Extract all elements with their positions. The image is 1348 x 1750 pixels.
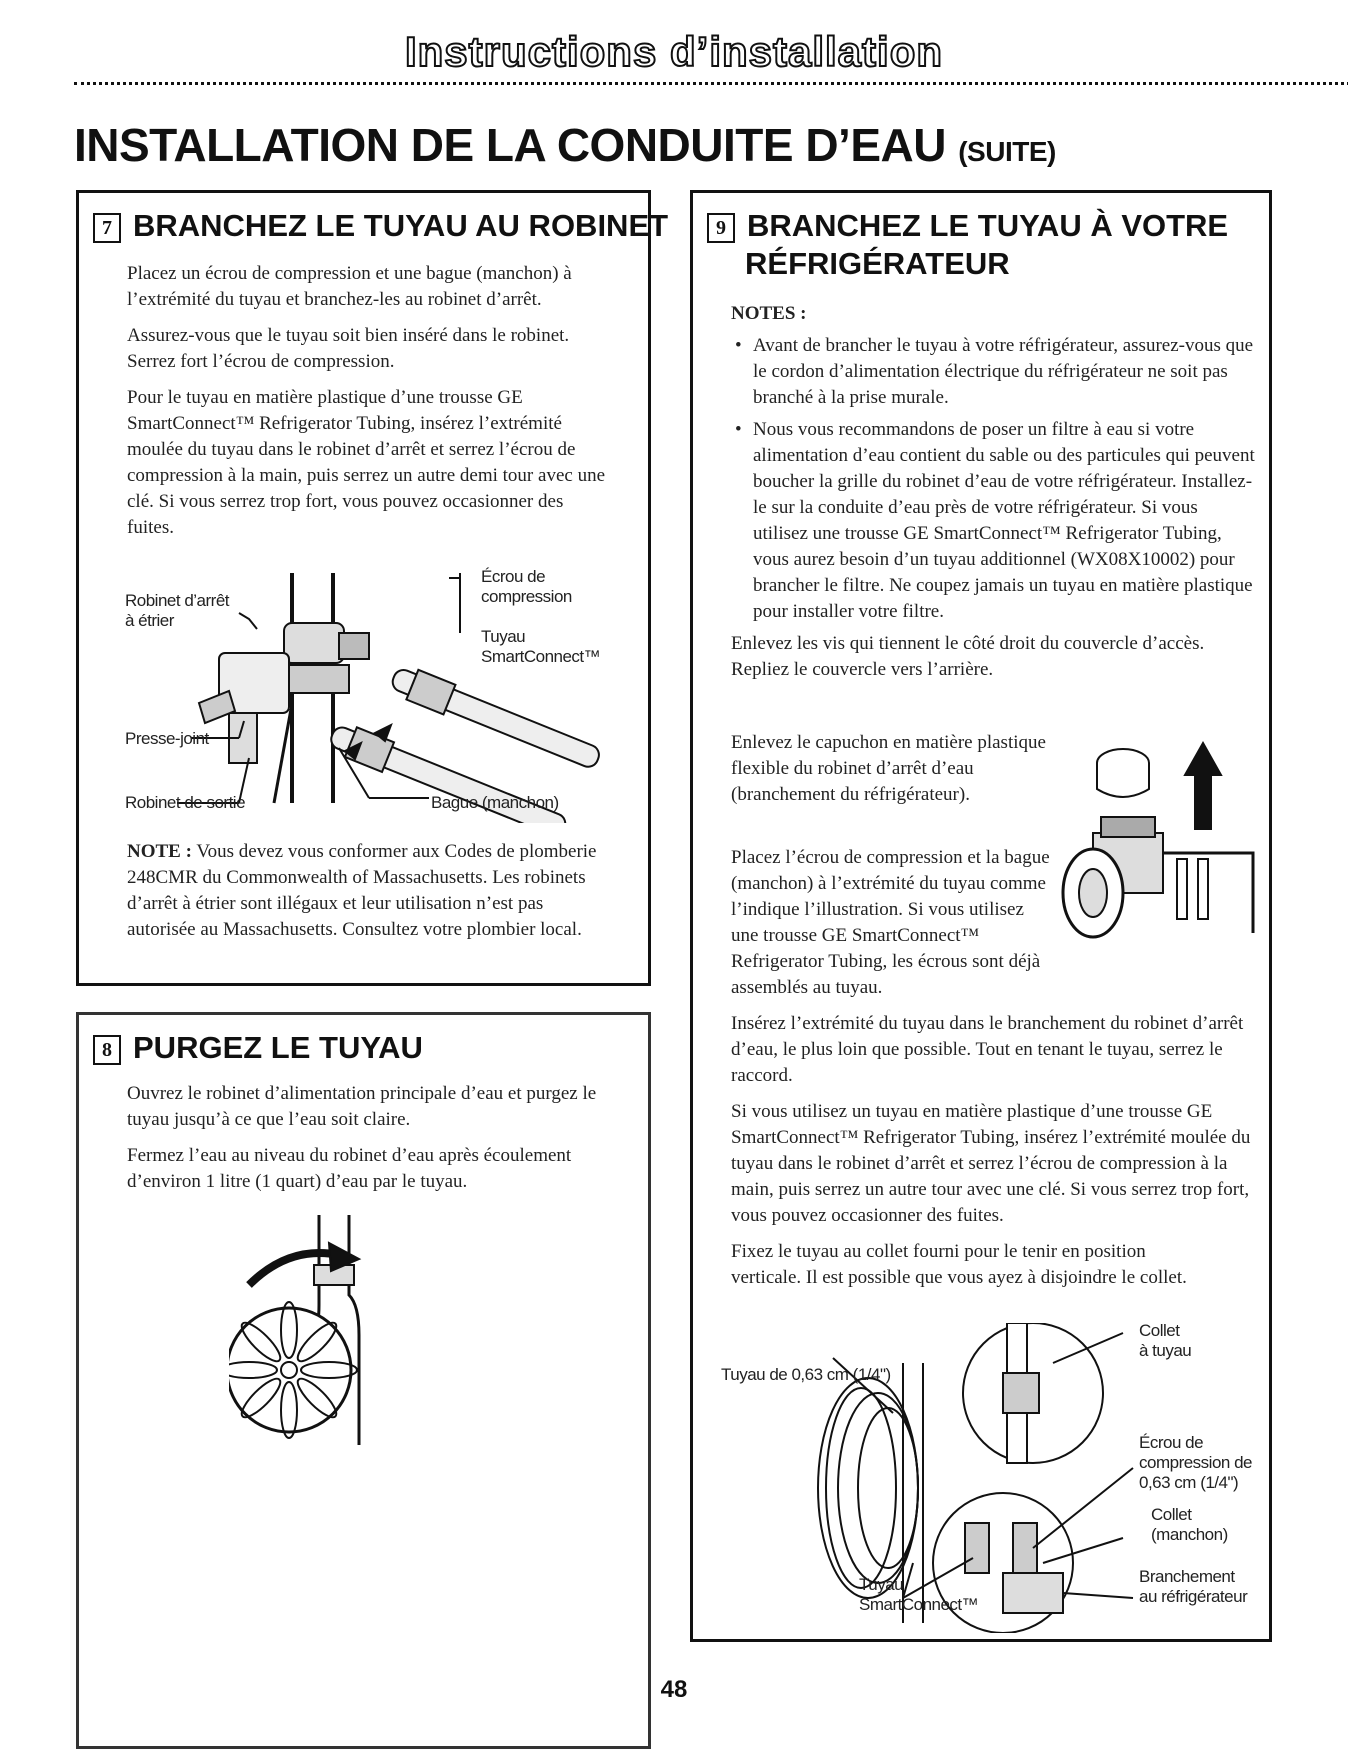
label-ecrou-compression: Écrou de compression de 0,63 cm (1/4"): [1139, 1433, 1253, 1492]
header-rule: [74, 82, 1348, 88]
step-7-number: 7: [93, 213, 121, 243]
step-8-number: 8: [93, 1035, 121, 1065]
step-9-paragraph: Fixez le tuyau au collet fourni pour le tenir en position verticale. Il est possible que vous ayez à disjoindre le collet.: [731, 1241, 1187, 1288]
step-8-paragraph: Ouvrez le robinet d’alimentation principale d’eau et purgez le tuyau jusqu’à ce que l’eau soit claire.: [127, 1083, 597, 1130]
page-header-title: Instructions d’installation: [404, 28, 944, 75]
label-tuyau-063: Tuyau de 0,63 cm (1/4"): [721, 1365, 891, 1384]
page-title: [74, 118, 1056, 172]
label-robinet-arret: Robinet d’arrêt à étrier: [125, 591, 230, 630]
notes-list: [731, 333, 1256, 625]
label-presse-joint: Presse-joint: [125, 729, 209, 748]
step-8-title: PURGEZ LE TUYAU: [133, 1030, 423, 1065]
page-number: 48: [660, 1676, 688, 1703]
label-robinet-sortie: Robinet de sortie: [125, 793, 246, 812]
step-8-paragraph: Fermez l’eau au niveau du robinet d’eau après écoulement d’environ 1 litre (1 quart) d’eau par le tuyau.: [127, 1145, 572, 1192]
step-8-heading: [93, 1029, 423, 1067]
step-9-title-line2: RÉFRIGÉRATEUR: [745, 246, 1010, 281]
step-9-body-middle: [731, 730, 1046, 818]
step-8-box: [76, 1012, 651, 1749]
label-collet-tuyau: Collet à tuyau: [1139, 1321, 1192, 1360]
label-collet-manchon: Collet (manchon): [1151, 1505, 1228, 1544]
step-9-body-top: [731, 301, 1256, 693]
label-branchement: Branchement au réfrigérateur: [1139, 1567, 1248, 1606]
label-bague: Bague (manchon): [431, 793, 559, 812]
step-9-box: [690, 190, 1272, 1642]
step-7-title: BRANCHEZ LE TUYAU AU ROBINET: [133, 208, 669, 243]
valve-knob-illustration: [229, 1205, 489, 1465]
step-9-paragraph: Placez l’écrou de compression et la bague (manchon) à l’extrémité du tuyau comme l’indique l’illustration. Si vous utilisez une trousse GE SmartConnect™ Refrigerator Tubing, les écrous sont déjà assemblés au tuyau.: [731, 847, 1050, 998]
label-tuyau-smartconnect: Tuyau SmartConnect™: [481, 627, 601, 666]
note-label: NOTE :: [127, 841, 192, 862]
step-9-title-line1: BRANCHEZ LE TUYAU À VOTRE: [747, 208, 1229, 243]
note-item: • Avant de brancher le tuyau à votre réfrigérateur, assurez-vous que le cordon d’alimentation électrique du réfrigérateur ne soit pas branché à la prise murale.: [731, 333, 1256, 411]
step-9-number: 9: [707, 213, 735, 243]
page-title-text: INSTALLATION DE LA CONDUITE D’EAU: [74, 119, 946, 171]
step-7-paragraph: Assurez-vous que le tuyau soit bien inséré dans le robinet. Serrez fort l’écrou de compression.: [127, 325, 570, 372]
step-7-note: [127, 839, 607, 943]
note-text: Vous devez vous conformer aux Codes de plomberie 248CMR du Commonwealth of Massachusetts. Les robinets d’arrêt à étrier sont illégaux et leur utilisation n’est pas autorisée au Massachusetts. Consultez votre plombier local.: [127, 841, 597, 940]
step-9-paragraph: Insérez l’extrémité du tuyau dans le branchement du robinet d’arrêt d’eau, le plus loin que possible. Tout en tenant le tuyau, serrez le raccord.: [731, 1013, 1244, 1086]
step-9-paragraph: Enlevez les vis qui tiennent le côté droit du couvercle d’accès. Repliez le couvercle vers l’arrière.: [731, 633, 1205, 680]
step-7-box: [76, 190, 669, 986]
notes-label: NOTES :: [731, 303, 807, 324]
label-ecrou: Écrou de compression: [481, 567, 572, 606]
step-7-paragraph: Placez un écrou de compression et une bague (manchon) à l’extrémité du tuyau et branchez-les au robinet d’arrêt.: [127, 263, 572, 310]
note-item: • Nous vous recommandons de poser un filtre à eau si votre alimentation d’eau contient du sable ou des particules qui peuvent boucher la grille du robinet d’eau de votre réfrigérateur. Installez-le sur la conduite d’eau près de votre réfrigérateur. Si vous utilisez une trousse GE SmartConnect™ Refrigerator Tubing, vous aurez besoin d’un tuyau additionnel (WX08X10002) pour brancher le filtre. Ne coupez jamais un tuyau en matière plastique pour installer votre filtre.: [731, 417, 1256, 625]
step-8-body: [127, 1081, 607, 1205]
step-7-paragraph: Pour le tuyau en matière plastique d’une trousse GE SmartConnect™ Refrigerator Tubing, insérez l’extrémité moulée du tuyau dans le robinet d’arrêt et serrez l’écrou de compression à la main, puis serrez un autre demi tour avec une clé. Si vous serrez trop fort, vous pouvez occasionner des fuites.: [127, 387, 605, 538]
step-9-paragraph: Enlevez le capuchon en matière plastique flexible du robinet d’arrêt d’eau (branchement du réfrigérateur).: [731, 732, 1046, 805]
step-9-heading: [707, 207, 1228, 245]
page-title-suffix: (SUITE): [958, 136, 1056, 167]
step-7-heading: [93, 207, 668, 245]
step-7-body: [127, 261, 607, 551]
water-valve-cap-illustration: [1053, 733, 1268, 953]
step-9-paragraph: Si vous utilisez un tuyau en matière plastique d’une trousse GE SmartConnect™ Refrigerator Tubing, insérez l’extrémité moulée du tuyau dans le robinet d’arrêt et serrez l’écrou de compression à la main, puis serrez un autre tour avec une clé. Si vous serrez trop fort, vous pouvez occasionner des fuites.: [731, 1101, 1251, 1226]
label-tuyau-smartconnect-9: Tuyau SmartConnect™: [859, 1575, 979, 1614]
